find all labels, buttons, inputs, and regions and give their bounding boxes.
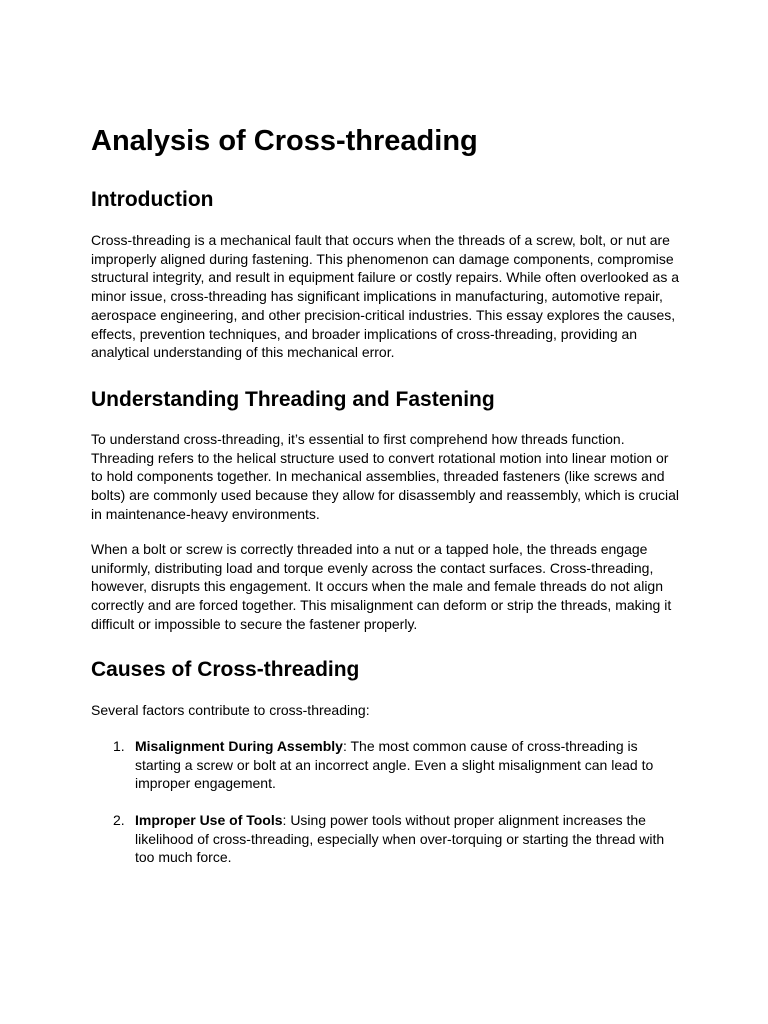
understanding-paragraph-1: To understand cross-threading, it’s essential to first comprehend how threads function. Threading refers to the helical structure used to convert rotational motion into linear motion or to hold components together. In mechanical assemblies, threaded fasteners (like screws and bolts) are commonly used because they allow for disassembly and reassembly, which is crucial in maintenance-heavy environments.	[91, 431, 679, 522]
introduction-paragraph: Cross-threading is a mechanical fault that occurs when the threads of a screw, bolt, or nut are improperly aligned during fastening. This phenomenon can damage components, compromise structural integrity, and result in equipment failure or costly repairs. While often overlooked as a minor issue, cross-threading has significant implications in manufacturing, automotive repair, aerospace engineering, and other precision-critical industries. This essay explores the causes, effects, prevention techniques, and broader implications of cross-threading, providing an analytical understanding of this mechanical error.	[91, 232, 680, 361]
understanding-paragraph-2: When a bolt or screw is correctly threaded into a nut or a tapped hole, the threads engage uniformly, distributing load and torque evenly across the contact surfaces. Cross-threading, however, disrupts this engagement. It occurs when the male and female threads do not align correctly and are forced together. This misalignment can deform or strip the threads, making it difficult or impossible to secure the fastener properly.	[91, 541, 672, 632]
list-item-number: 2.	[113, 812, 125, 828]
list-item-description: : Using power tools without proper alignment increases the likelihood of cross-threading, especially when over-torquing or starting the thread with too much force.	[135, 812, 665, 866]
document-title: Analysis of Cross-threading	[91, 125, 478, 157]
causes-intro: Several factors contribute to cross-threading:	[91, 702, 370, 718]
list-item-term: Improper Use of Tools	[135, 812, 283, 828]
list-item-text	[135, 737, 675, 793]
introduction-heading: Introduction	[91, 188, 214, 211]
list-item-description: : The most common cause of cross-threading is starting a screw or bolt at an incorrect angle. Even a slight misalignment can lead to improper engagement.	[135, 738, 654, 792]
causes-heading: Causes of Cross-threading	[91, 658, 360, 681]
list-item-term: Misalignment During Assembly	[135, 738, 343, 754]
list-item-number: 1.	[113, 738, 125, 754]
understanding-heading: Understanding Threading and Fastening	[91, 388, 495, 411]
list-item-text	[135, 811, 675, 867]
